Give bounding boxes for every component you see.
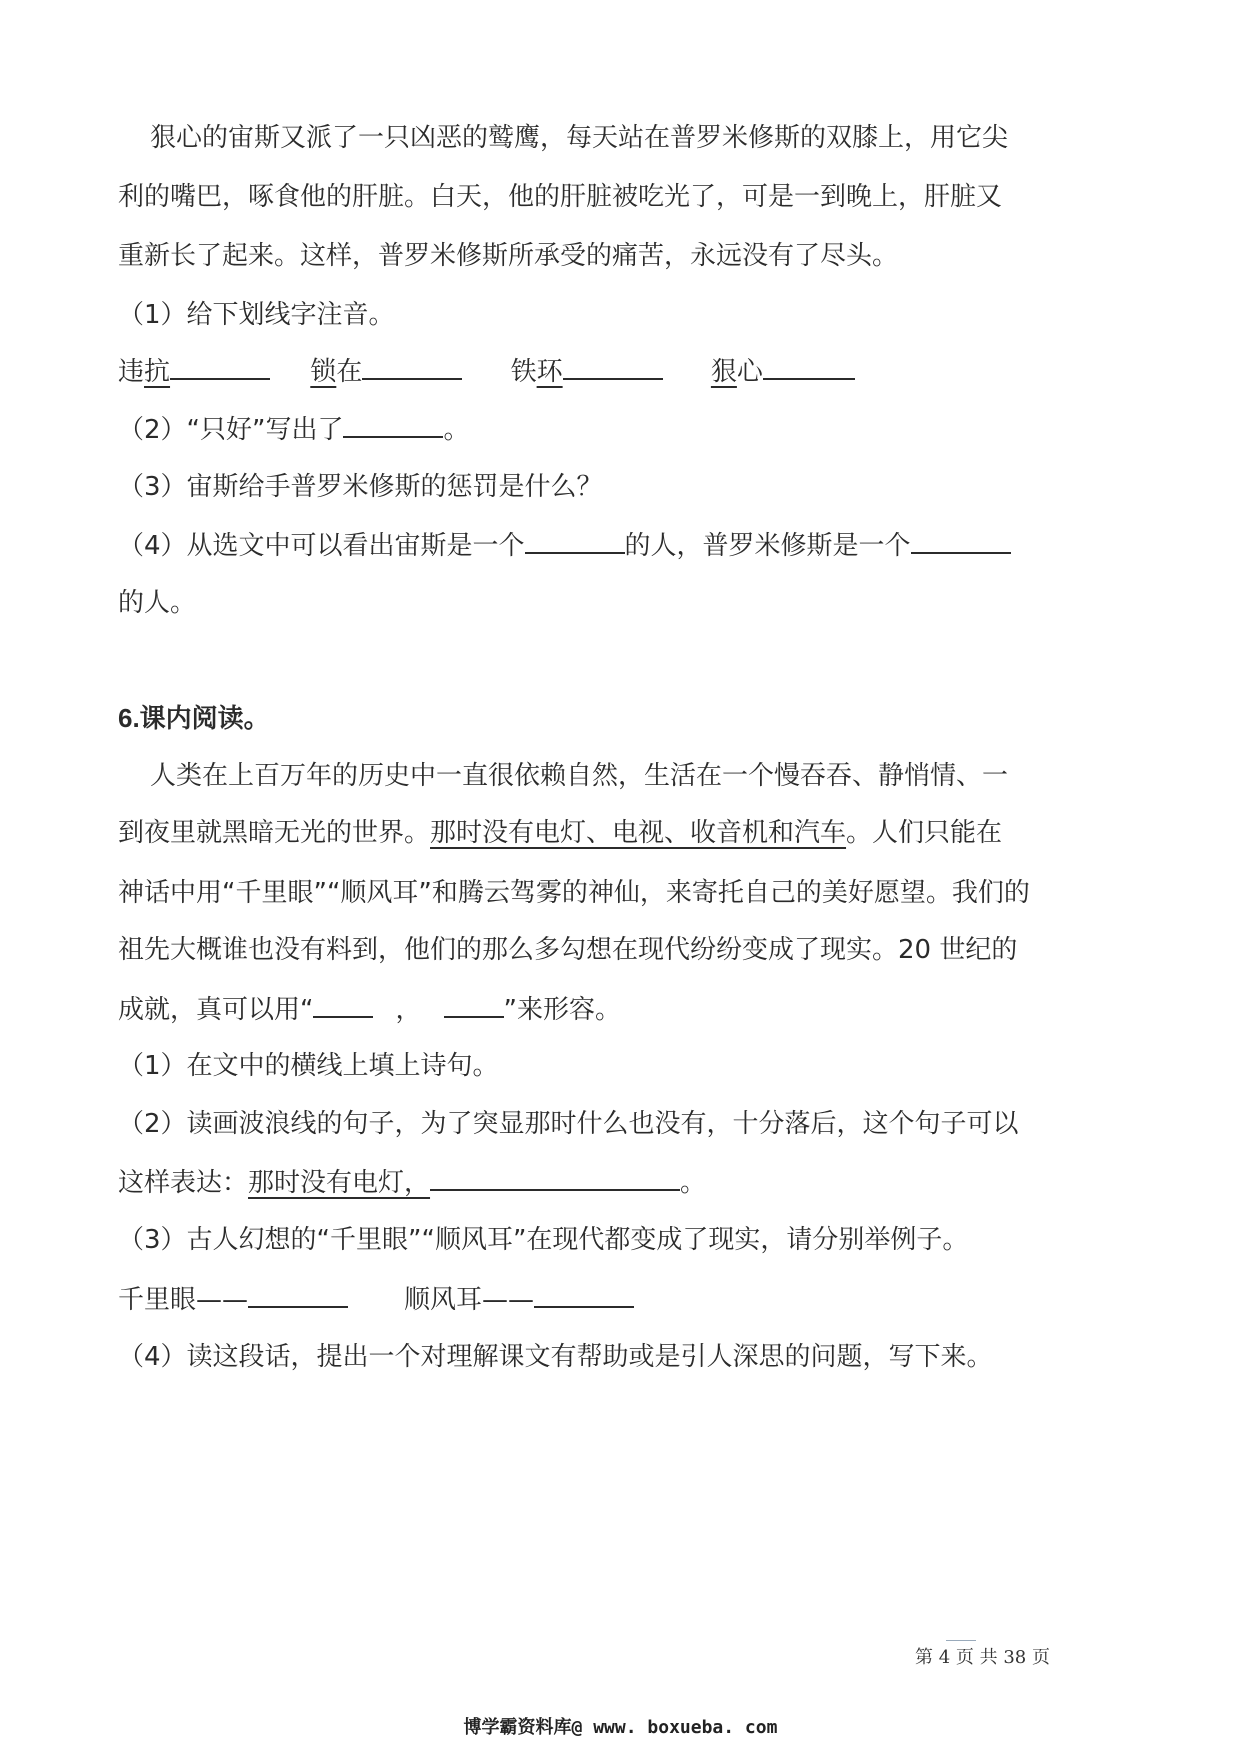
answer-label: 千里眼—— [118,1285,249,1315]
passage-line: 重新长了起来。这样，普罗米修斯所承受的痛苦，永远没有了尽头。 [118,241,899,271]
answer-blank[interactable] [525,526,625,554]
pinyin-item [118,352,270,390]
passage-text: 。人们只能在 [846,818,1003,848]
footer-divider [946,1640,976,1641]
question-2 [118,410,470,448]
question-text: 的人，普罗米修斯是一个 [624,531,911,561]
question-4: （4）读这段话，提出一个对理解课文有帮助或是引人深思的问题，写下来。 [118,1342,993,1372]
answer-blank[interactable] [362,352,462,380]
answer-blank[interactable] [430,1163,680,1191]
passage-line: 人类在上百万年的历史中一直很依赖自然，生活在一个慢吞吞、静悄情、一 [150,761,1009,791]
passage-line: 祖先大概谁也没有料到，他们的那么多勾想在现代纷纷变成了现实。20 世纪的 [118,935,1018,965]
pinyin-item [310,352,462,390]
question-3-answers [118,1280,634,1318]
answer-blank[interactable] [170,352,270,380]
question-1: （1）在文中的横线上填上诗句。 [118,1051,499,1081]
question-1: （1）给下划线字注音。 [118,300,395,330]
answer-blank[interactable] [248,1280,348,1308]
question-text: 这样表达： [118,1168,249,1198]
answer-blank[interactable] [343,410,443,438]
answer-blank[interactable] [763,352,855,380]
passage-text: ”来形容。 [503,995,621,1025]
underlined-char: 狠 [710,357,737,387]
word-part: 铁 [510,357,537,387]
passage-line: 利的嘴巴，啄食他的肝脏。白天，他的肝脏被吃光了，可是一到晚上，肝脏又 [118,182,1003,212]
word-part: 心 [736,357,763,387]
poem-blank[interactable] [444,990,504,1018]
question-text: 。 [680,1168,707,1198]
question-text: 。 [443,415,470,445]
pinyin-item [711,352,855,390]
passage-line: 狠心的宙斯又派了一只凶恶的鹫鹰，每天站在普罗米修斯的双膝上，用它尖 [150,123,1009,153]
underlined-char: 锁 [310,357,337,387]
pinyin-item [511,352,663,390]
underlined-char: 抗 [144,357,171,387]
page-number: 第 4 页 共 38 页 [915,1647,1050,1668]
word-part: 在 [336,357,363,387]
underlined-text: 那时没有电灯， [248,1168,431,1198]
passage-line [118,815,1002,851]
question-3: （3）古人幻想的“千里眼”“顺风耳”在现代都变成了现实，请分别举例子。 [118,1225,969,1255]
question-text: （4）从选文中可以看出宙斯是一个 [118,531,525,561]
question-4 [118,526,1011,564]
section-heading: 6.课内阅读。 [118,703,270,733]
answer-blank[interactable] [534,1280,634,1308]
passage-text: ， [395,995,422,1025]
answer-blank[interactable] [911,526,1011,554]
passage-line: 神话中用“千里眼”“顺风耳”和腾云驾雾的神仙，来寄托自己的美好愿望。我们的 [118,878,1030,908]
passage-line [118,990,621,1028]
question-4-cont: 的人。 [118,588,197,618]
word-part: 违 [118,357,145,387]
answer-blank[interactable] [563,352,663,380]
question-3: （3）宙斯给手普罗米修斯的惩罚是什么？ [118,472,603,502]
question-text: （2）“只好”写出了 [118,415,344,445]
answer-label: 顺风耳—— [404,1285,535,1315]
question-2-cont [118,1163,706,1201]
passage-text: 到夜里就黑暗无光的世界。 [118,818,431,848]
pinyin-row [118,352,855,390]
passage-text: 成就，真可以用“ [118,995,314,1025]
poem-blank[interactable] [313,990,373,1018]
underlined-char: 环 [536,357,563,387]
site-watermark: 博学霸资料库@ www. boxueba. com [463,1717,778,1738]
question-2: （2）读画波浪线的句子，为了突显那时什么也没有，十分落后，这个句子可以 [118,1109,1019,1139]
wavy-underlined-sentence: 那时没有电灯、电视、收音机和汽车 [430,818,847,848]
